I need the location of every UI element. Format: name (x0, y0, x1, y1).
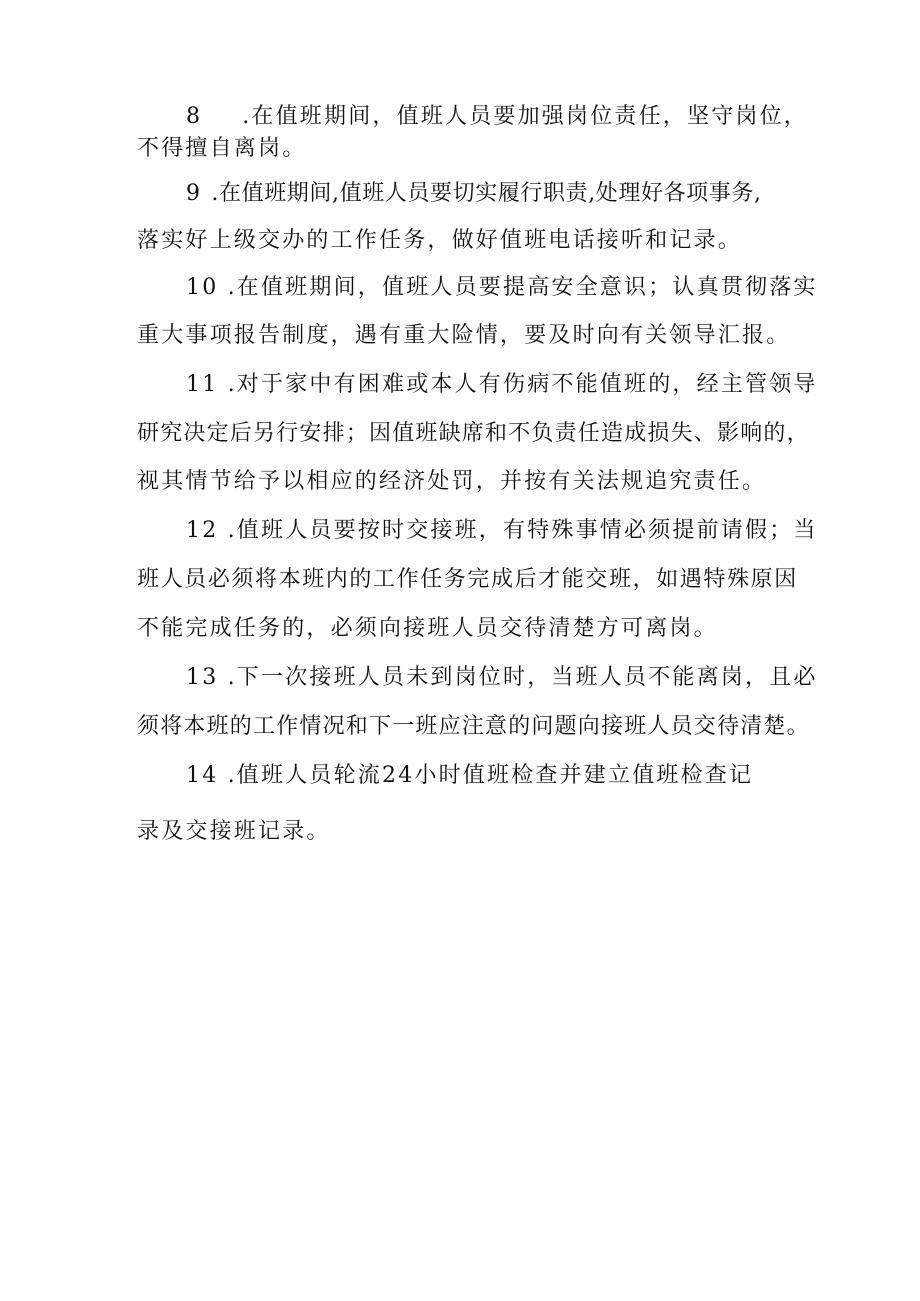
item-13-text-2: 须将本班的工作情况和下一班应注意的问题向接班人员交待清楚。 (137, 714, 810, 739)
item-8-line-2 (137, 134, 306, 164)
item-10-text-1: .在值班期间，值班人员要提高安全意识；认真贯彻落实 (227, 275, 818, 300)
item-12-text-2: 班人员必须将本班内的工作任务完成后才能交班，如遇特殊原因 (137, 567, 798, 592)
item-10-text-2: 重大事项报告制度，遇有重大险情，要及时向有关领导汇报。 (137, 323, 791, 348)
item-13-line-1 (186, 663, 818, 693)
item-14-text-2: 录及交接班记录。 (137, 819, 331, 844)
item-8-text-2: 不得擅自离岗。 (137, 136, 307, 161)
item-14-text-1: .值班人员轮流24小时值班检查并建立值班检查记 (227, 763, 754, 788)
item-9-text-1: .在值班期间,值班人员要切实履行职责,处理好各项事务, (211, 181, 762, 206)
item-12-line-2 (137, 565, 798, 595)
item-14-line-1 (186, 761, 753, 791)
item-10-line-2 (137, 321, 790, 351)
item-10-number: 10 (186, 275, 219, 300)
item-12-line-1 (186, 516, 818, 546)
item-13-line-2 (137, 712, 810, 742)
item-8-number: 8 (186, 104, 203, 129)
item-8-text-1: .在值班期间，值班人员要加强岗位责任，坚守岗位， (242, 104, 808, 129)
item-9-line-2 (137, 226, 742, 256)
item-11-text-2: 研究决定后另行安排；因值班缺席和不负责任造成损失、影响的， (137, 421, 810, 446)
item-11-line-1 (186, 370, 818, 400)
item-11-text-1: .对于家中有困难或本人有伤病不能值班的，经主管领导 (227, 372, 818, 397)
item-12-text-1: .值班人员要按时交接班，有特殊事情必须提前请假；当 (227, 518, 818, 543)
item-12-line-3 (137, 614, 718, 644)
item-9-number: 9 (186, 181, 203, 206)
item-12-text-3: 不能完成任务的，必须向接班人员交待清楚方可离岗。 (137, 616, 718, 641)
item-8-line-1 (186, 102, 808, 132)
item-9-text-2: 落实好上级交办的工作任务，做好值班电话接听和记录。 (137, 228, 743, 253)
item-11-number: 11 (186, 372, 219, 397)
item-10-line-1 (186, 273, 818, 303)
item-13-text-1: .下一次接班人员未到岗位时，当班人员不能离岗，且必 (227, 665, 818, 690)
item-14-number: 14 (186, 763, 219, 788)
item-11-line-3 (137, 467, 766, 497)
item-12-number: 12 (186, 518, 219, 543)
item-11-text-3: 视其情节给予以相应的经济处罚，并按有关法规追究责任。 (137, 469, 767, 494)
item-14-line-2 (137, 817, 331, 847)
item-9-line-1 (186, 179, 762, 209)
item-11-line-2 (137, 419, 810, 449)
item-13-number: 13 (186, 665, 219, 690)
